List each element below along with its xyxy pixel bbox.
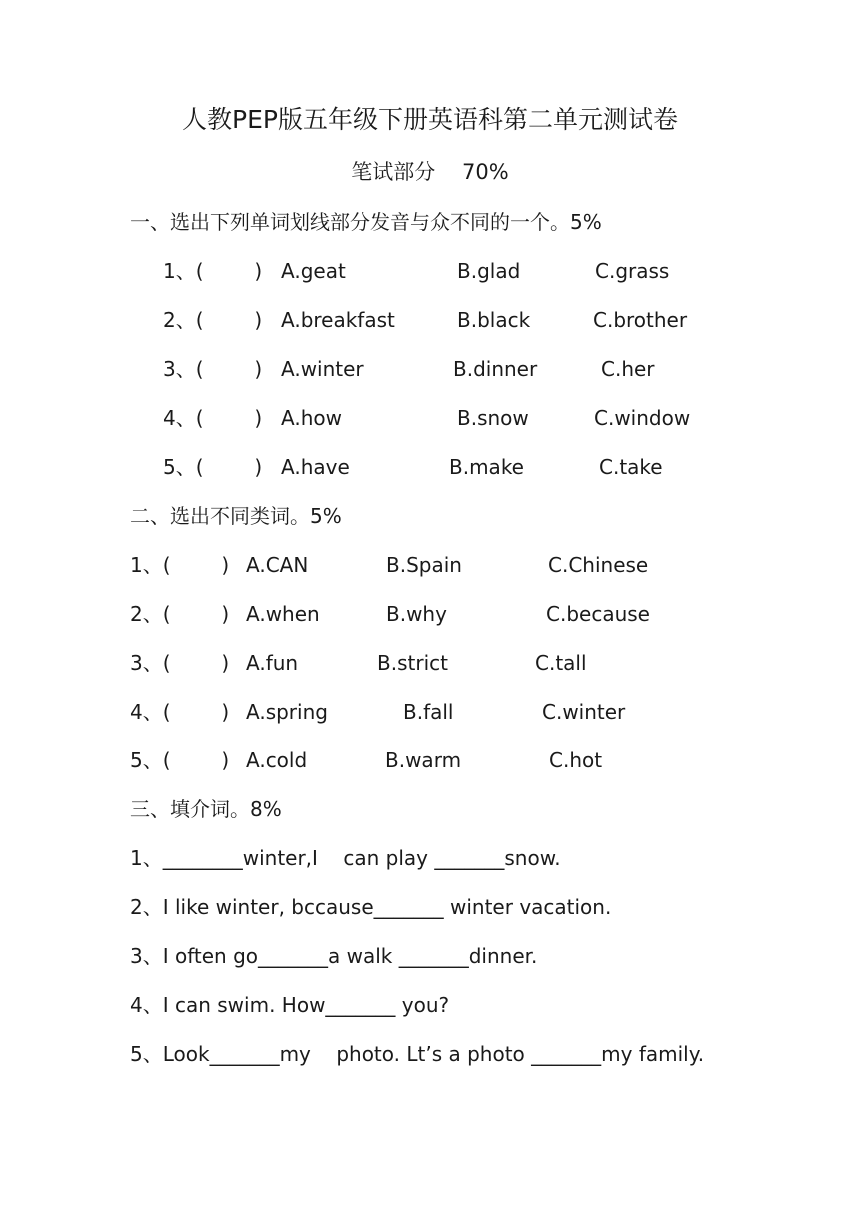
option-b: B.why bbox=[386, 602, 447, 626]
item-number: 4、( ) bbox=[163, 406, 263, 430]
option-b: B.fall bbox=[403, 700, 454, 724]
item-number: 1、( ) bbox=[130, 553, 230, 577]
item-number: 1、( ) bbox=[163, 259, 263, 283]
section3-heading: 三、填介词。8% bbox=[130, 797, 282, 821]
item-number: 4、( ) bbox=[130, 700, 230, 724]
section3-item-3: 3、I often go_______a walk _______dinner. bbox=[130, 944, 538, 968]
option-a: A.winter bbox=[281, 357, 364, 381]
option-a: A.cold bbox=[246, 748, 308, 772]
option-b: B.black bbox=[457, 308, 531, 332]
option-a: A.fun bbox=[246, 651, 299, 675]
option-c: C.brother bbox=[593, 308, 688, 332]
option-c: C.Chinese bbox=[548, 553, 649, 577]
item-number: 2、( ) bbox=[130, 602, 230, 626]
option-c: C.take bbox=[599, 455, 663, 479]
option-a: A.geat bbox=[281, 259, 346, 283]
section1-heading: 一、选出下列单词划线部分发音与众不同的一个。5% bbox=[130, 210, 602, 234]
option-b: B.glad bbox=[457, 259, 521, 283]
item-number: 2、( ) bbox=[163, 308, 263, 332]
option-a: A.how bbox=[281, 406, 342, 430]
section3-item-5: 5、Look_______my photo. Lt’s a photo _______my family. bbox=[130, 1042, 705, 1066]
option-c: C.her bbox=[601, 357, 655, 381]
item-number: 5、( ) bbox=[163, 455, 263, 479]
option-a: A.CAN bbox=[246, 553, 309, 577]
section3-item-4: 4、I can swim. How_______ you? bbox=[130, 993, 450, 1017]
section3-item-2: 2、I like winter, bccause_______ winter vacation. bbox=[130, 895, 612, 919]
option-b: B.strict bbox=[377, 651, 448, 675]
option-c: C.winter bbox=[542, 700, 626, 724]
option-b: B.snow bbox=[457, 406, 529, 430]
option-a: A.spring bbox=[246, 700, 328, 724]
section2-heading: 二、选出不同类词。5% bbox=[130, 504, 342, 528]
option-c: C.tall bbox=[535, 651, 587, 675]
item-number: 3、( ) bbox=[130, 651, 230, 675]
option-c: C.grass bbox=[595, 259, 670, 283]
option-c: C.window bbox=[594, 406, 691, 430]
option-a: A.breakfast bbox=[281, 308, 395, 332]
option-b: B.Spain bbox=[386, 553, 462, 577]
option-a: A.when bbox=[246, 602, 320, 626]
section3-item-1: 1、________winter,I can play _______snow. bbox=[130, 846, 561, 870]
page-title: 人教PEP版五年级下册英语科第二单元测试卷 bbox=[182, 105, 678, 134]
item-number: 3、( ) bbox=[163, 357, 263, 381]
option-a: A.have bbox=[281, 455, 350, 479]
option-b: B.make bbox=[449, 455, 524, 479]
option-c: C.because bbox=[546, 602, 650, 626]
option-b: B.dinner bbox=[453, 357, 538, 381]
option-c: C.hot bbox=[549, 748, 603, 772]
page-subtitle: 笔试部分 70% bbox=[351, 160, 509, 184]
item-number: 5、( ) bbox=[130, 748, 230, 772]
option-b: B.warm bbox=[385, 748, 462, 772]
